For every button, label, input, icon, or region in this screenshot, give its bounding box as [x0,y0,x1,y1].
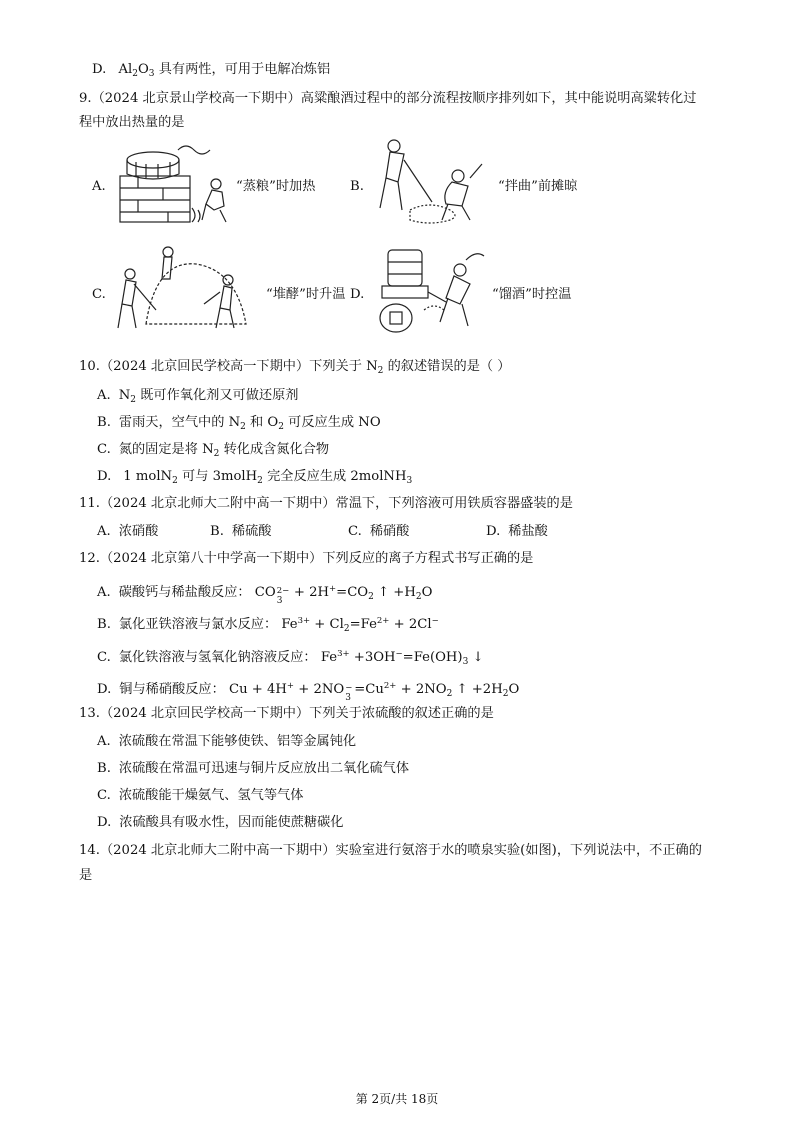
option-label: C. [97,442,111,457]
stem-text: 10.（2024 北京回民学校高一下期中）下列关于 N [79,359,378,374]
q10-stem [79,358,510,380]
option-text: 氮的固定是将 N [118,442,214,457]
eq-part: ↓ [468,650,484,665]
option-text: 既可作氧化剂又可做还原剂 [136,388,299,403]
q13-option-b [97,760,409,778]
subscript: 2 [130,395,136,405]
q13-stem: 13.（2024 北京回民学校高一下期中）下列关于浓硫酸的叙述正确的是 [79,706,494,721]
eq-part: ↑ +2H [452,682,503,697]
option-label: D. [92,62,107,77]
eq-part: + 2NO [294,682,345,697]
formula-part: O [137,62,149,77]
q9-option-a-caption: “蒸粮”时加热 [236,179,316,194]
eq-part: =CO [336,585,369,600]
option-text: 稀硫酸 [231,524,272,539]
subscript: 2 [172,476,178,486]
subscript: 2 [132,69,138,79]
subscript: 2 [278,422,284,432]
option-label: C. [97,650,111,665]
q12-option-d [97,677,519,703]
q11-option-d [486,523,548,541]
superscript: − [431,616,439,626]
option-text: 转化成含氮化合物 [219,442,330,457]
eq-part: Fe [281,617,298,632]
subscript: 2 [415,592,422,602]
option-label: B. [97,761,111,776]
subscript: 3 [462,657,469,667]
option-text: 浓硫酸能干燥氨气、氢气等气体 [118,788,304,803]
option-text: 可反应生成 NO [283,415,381,430]
q13-option-c [97,787,303,805]
q14-stem-line2: 是 [79,868,93,883]
option-text: 浓硫酸具有吸水性，因而能使蔗糖碳化 [119,815,344,830]
q12-option-a [97,580,432,606]
option-text: 氯化铁溶液与氢氧化钠溶液反应： [118,650,317,665]
q10-option-b [97,414,381,436]
option-label: A. [97,585,111,600]
q9-option-b-caption: “拌曲”前摊晾 [498,179,578,194]
equation [281,617,438,632]
q10-option-d [97,468,412,490]
eq-part: Cu + 4H [229,682,287,697]
eq-part: +3OH [349,650,396,665]
eq-part: + 2NO [396,682,447,697]
fermenting-heap-illustration [116,240,264,336]
superscript: − [345,683,353,693]
superscript: + [286,681,295,691]
option-label: A. [97,734,111,749]
distilling-illustration [368,240,490,338]
q13-option-d [97,814,343,832]
subscript: 3 [148,69,155,79]
superscript: 2+ [376,616,390,626]
eq-part: =Fe [349,617,377,632]
subscript: 2 [368,592,374,602]
option-text: 和 O [245,415,279,430]
option-text: 浓硫酸在常温下能够使铁、铝等金属钝化 [118,734,357,749]
formula-part: Al [118,62,133,77]
subscript: 2 [240,422,246,432]
subscript: 2 [343,624,350,634]
option-text: 浓硝酸 [118,524,159,539]
eq-part: + Cl [310,617,344,632]
eq-part: + 2Cl [389,617,432,632]
option-label: B. [97,617,111,632]
spreading-grain-illustration [370,132,490,228]
option-text: 可与 3molH [177,469,258,484]
q9-stem-line1: 9.（2024 北京景山学校高一下期中）高粱酿酒过程中的部分流程按顺序排列如下，其中能说明高粱转化过 [79,91,697,106]
eq-part: Fe [320,650,338,665]
eq-part: =Fe(OH) [402,650,463,665]
q9-option-d-label: D. [350,287,365,302]
option-label: B. [210,524,224,539]
eq-part: ↑ +H [373,585,416,600]
option-label: D. [486,524,501,539]
q8-option-d [92,61,330,83]
eq-part: =Cu [354,682,384,697]
option-label: D. [97,469,112,484]
option-label: D. [97,682,112,697]
q11-stem: 11.（2024 北京北师大二附中高一下期中）常温下，下列溶液可用铁质容器盛装的是 [79,496,573,511]
steaming-grain-illustration [108,138,248,230]
option-label: A. [97,388,111,403]
subscript: 2 [257,476,263,486]
eq-part: + 2H [289,585,330,600]
q11-option-c [348,523,409,541]
superscript: 2+ [383,681,397,691]
q12-option-b [97,612,439,638]
option-label: B. [97,415,111,430]
option-text: 雷雨天，空气中的 N [118,415,241,430]
subscript: 2 [213,449,220,459]
option-text: 铜与稀硝酸反应： [119,682,225,697]
q12-option-c [97,645,484,671]
q12-stem: 12.（2024 北京第八十中学高一下期中）下列反应的离子方程式书写正确的是 [79,551,534,566]
superscript: 3+ [337,649,350,659]
eq-part: O [508,682,520,697]
q11-option-b [210,523,271,541]
eq-part: CO [254,585,276,600]
q10-option-c [97,441,329,463]
option-text: 碳酸钙与稀盐酸反应： [118,585,251,600]
page-number: 第 2页/共 18页 [355,1092,439,1106]
q9-option-b-label: B. [350,179,364,194]
option-label: C. [348,524,362,539]
option-text: N [118,388,131,403]
equation [254,584,433,606]
subscript: 3 [276,596,283,606]
q9-option-c-caption: “堆酵”时升温 [266,287,346,302]
option-text: 稀盐酸 [508,524,548,539]
equation [229,681,520,703]
subscript: 2 [377,366,384,376]
option-text: 完全反应生成 2molNH [262,469,407,484]
stem-text: 的叙述错误的是（ ） [383,359,511,374]
superscript: + [329,584,337,594]
option-text: 氯化亚铁溶液与氯水反应： [118,617,278,632]
q9-option-d-caption: “馏酒”时控温 [492,287,572,302]
subscript: 2 [502,689,509,699]
option-label: D. [97,815,112,830]
option-text: 稀硝酸 [369,524,410,539]
superscript: 2− [276,586,290,596]
equation [321,650,484,665]
q10-option-a [97,387,298,409]
q9-option-a-label: A. [92,179,106,194]
option-text: 1 molN [123,469,173,484]
q11-option-a [97,523,158,541]
q14-stem-line1: 14.（2024 北京北师大二附中高一下期中）实验室进行氨溶于水的喷泉实验(如图)，下列说法中，不正确的 [79,843,702,858]
option-text: 浓硫酸在常温可迅速与铜片反应放出二氧化硫气体 [118,761,410,776]
eq-part: O [421,585,433,600]
superscript: − [395,649,403,659]
subscript: 3 [345,693,351,703]
subscript: 3 [406,476,413,486]
q9-option-c-label: C. [92,287,106,302]
q9-stem-line2: 程中放出热量的是 [79,115,185,130]
option-label: C. [97,788,111,803]
option-text: 具有两性，可用于电解冶炼铝 [154,62,331,77]
q13-option-a [97,733,356,751]
subscript: 2 [446,689,453,699]
superscript: 3+ [297,616,311,626]
option-label: A. [97,524,111,539]
